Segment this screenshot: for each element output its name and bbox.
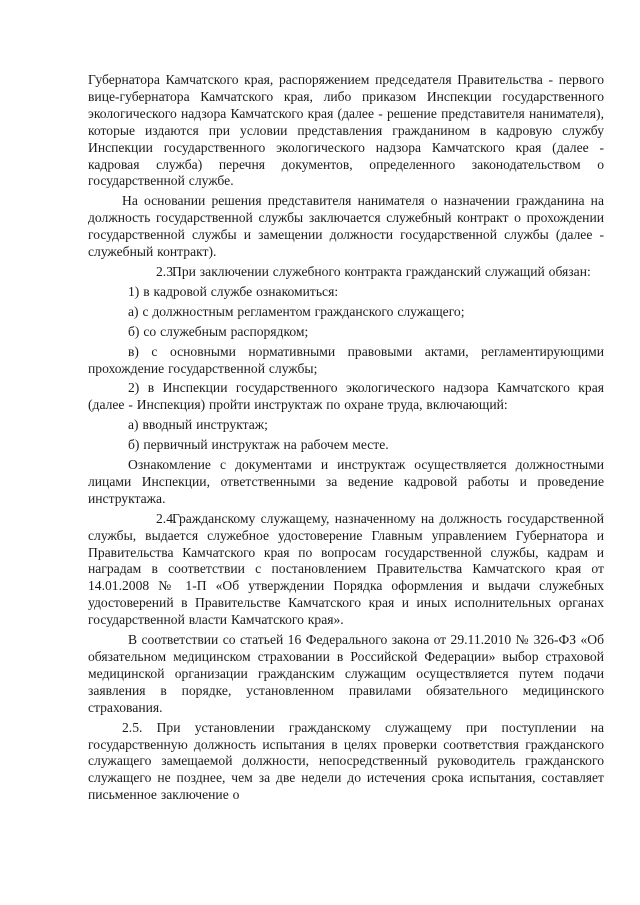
paragraph-2-5: 2.5. При установлении гражданскому служащему при поступлении на государственную должность испытания в целях проверки соответствия гражданского служащего замещаемой должности, непосредственный руководитель гражданского служащего не позднее, чем за две недели до истечения срока испытания, составляет письменное заключение о xyxy=(88,719,604,803)
list-item: 2) в Инспекции государственного экологического надзора Камчатского края (далее - Инспекция) пройти инструктаж по охране труда, включающий: xyxy=(88,380,604,413)
section-number: 2.4. xyxy=(156,510,177,526)
paragraph-familiarization: Ознакомление с документами и инструктаж осуществляется должностными лицами Инспекции, ответственными за ведение кадровой работы и проведение инструктажа. xyxy=(88,457,604,506)
paragraph-contract: На основании решения представителя нанимателя о назначении гражданина на должность государственной службы заключается служебный контракт о прохождении государственной службы и замещении должности государственной службы (далее - служебный контракт). xyxy=(88,193,604,260)
list-item: а) вводный инструктаж; xyxy=(128,417,268,433)
list-item: а) с должностным регламентом гражданского служащего; xyxy=(128,303,465,319)
paragraph-continuation: Губернатора Камчатского края, распоряжением председателя Правительства - первого вице-губернатора Камчатского края, либо приказом Инспекции государственного экологического надзора Камчатского края (далее - решение представителя нанимателя), которые издаются при условии представления гражданином в кадровую службу Инспекции государственного экологического надзора Камчатского края (далее - кадровая служба) перечня документов, определенного законодательством о государственной службе. xyxy=(88,72,604,189)
paragraph-2-4 xyxy=(88,511,604,629)
paragraph-2-3 xyxy=(88,264,604,281)
paragraph-insurance: В соответствии со статьей 16 Федерального закона от 29.11.2010 № 326-ФЗ «Об обязательном медицинском страховании в Российской Федерации» выбор страховой медицинской организации гражданским служащим осуществляется путем подачи заявления в порядке, установленном правилами обязательного медицинского страхования. xyxy=(88,632,604,715)
paragraph-text: При заключении служебного контракта гражданский служащий обязан: xyxy=(172,263,591,279)
list-item: 1) в кадровой службе ознакомиться: xyxy=(128,283,339,299)
list-item: б) первичный инструктаж на рабочем месте. xyxy=(128,437,389,453)
list-item: в) с основными нормативными правовыми актами, регламентирующими прохождение государственной службы; xyxy=(88,343,604,376)
list-item: б) со служебным распорядком; xyxy=(128,323,309,339)
section-number: 2.3. xyxy=(156,263,177,279)
paragraph-text: Гражданскому служащему, назначенному на должность государственной службы, выдается служебное удостоверение Главным управлением Губернатора и Правительства Камчатского края по вопросам государственной службы, кадрам и наградам в соответствии с постановлением Правительства Камчатского края от 14.01.2008 № 1-П «Об утверждении Порядка оформления и выдачи служебных удостоверений в Правительстве Камчатского края и иных исполнительных органах государственной власти Камчатского края». xyxy=(88,510,604,628)
